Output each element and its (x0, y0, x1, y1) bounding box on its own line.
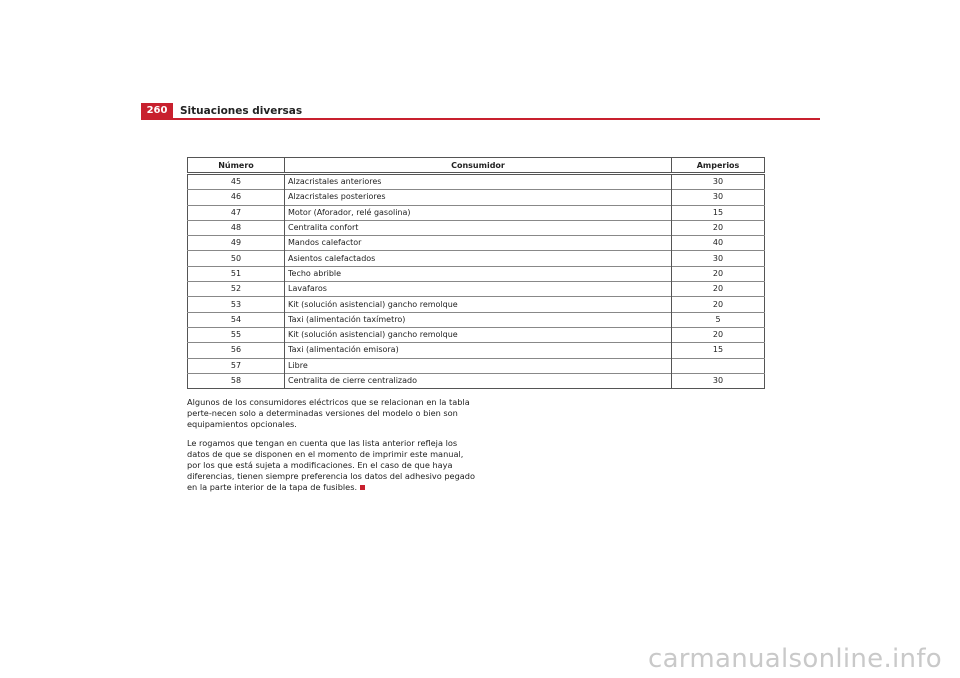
watermark: carmanualsonline.info (647, 644, 942, 674)
fuse-number-cell: 51 (188, 266, 285, 281)
fuse-number-cell: 57 (188, 358, 285, 373)
end-of-section-icon (360, 485, 365, 490)
consumer-cell: Motor (Aforador, relé gasolina) (285, 205, 672, 220)
consumer-cell: Alzacristales anteriores (285, 174, 672, 190)
amperes-cell: 15 (672, 205, 765, 220)
fuse-number-cell: 50 (188, 251, 285, 266)
table-row (188, 327, 765, 342)
table-row (188, 190, 765, 205)
fuse-number-cell: 53 (188, 297, 285, 312)
amperes-cell: 30 (672, 251, 765, 266)
table-row (188, 251, 765, 266)
fuse-number-cell: 48 (188, 220, 285, 235)
column-header-consumer: Consumidor (285, 158, 672, 174)
consumer-cell: Mandos calefactor (285, 236, 672, 251)
amperes-cell: 40 (672, 236, 765, 251)
amperes-cell: 20 (672, 282, 765, 297)
table-row (188, 236, 765, 251)
note-paragraph (187, 438, 477, 494)
consumer-cell: Kit (solución asistencial) gancho remolque (285, 297, 672, 312)
amperes-cell: 20 (672, 297, 765, 312)
consumer-cell: Taxi (alimentación taxímetro) (285, 312, 672, 327)
table-row (188, 174, 765, 190)
consumer-cell: Asientos calefactados (285, 251, 672, 266)
fuse-number-cell: 58 (188, 373, 285, 388)
table-row (188, 312, 765, 327)
table-row (188, 297, 765, 312)
fuse-number-cell: 54 (188, 312, 285, 327)
amperes-cell: 5 (672, 312, 765, 327)
table-row (188, 282, 765, 297)
column-header-amperes: Amperios (672, 158, 765, 174)
fuse-number-cell: 46 (188, 190, 285, 205)
fuse-number-cell: 56 (188, 343, 285, 358)
amperes-cell: 20 (672, 266, 765, 281)
header-divider (141, 118, 820, 120)
table-header-row (188, 158, 765, 174)
consumer-cell: Taxi (alimentación emisora) (285, 343, 672, 358)
consumer-cell: Kit (solución asistencial) gancho remolque (285, 327, 672, 342)
note-text: Le rogamos que tengan en cuenta que las lista anterior refleja los datos de que se disponen en el momento de imprimir este manual, por los que está sujeta a modificaciones. En el caso de que haya diferencias, tienen siempre preferencia los datos del adhesivo pegado en la parte interior de la tapa de fusibles. (187, 437, 475, 493)
table-row (188, 205, 765, 220)
amperes-cell: 30 (672, 174, 765, 190)
amperes-cell: 30 (672, 373, 765, 388)
consumer-cell: Lavafaros (285, 282, 672, 297)
amperes-cell: 20 (672, 327, 765, 342)
consumer-cell: Libre (285, 358, 672, 373)
fuse-number-cell: 52 (188, 282, 285, 297)
body-text (187, 397, 477, 501)
column-header-number: Número (188, 158, 285, 174)
amperes-cell: 30 (672, 190, 765, 205)
table-row (188, 220, 765, 235)
fuse-table (187, 157, 765, 389)
consumer-cell: Alzacristales posteriores (285, 190, 672, 205)
section-title: Situaciones diversas (180, 105, 303, 117)
note-paragraph: Algunos de los consumidores eléctricos que se relacionan en la tabla perte-necen solo a determinadas versiones del modelo o bien son equipamientos opcionales. (187, 397, 470, 430)
fuse-number-cell: 49 (188, 236, 285, 251)
table-row (188, 373, 765, 388)
amperes-cell (672, 358, 765, 373)
consumer-cell: Centralita confort (285, 220, 672, 235)
table-row (188, 358, 765, 373)
page-number: 260 (141, 103, 173, 118)
fuse-number-cell: 55 (188, 327, 285, 342)
consumer-cell: Centralita de cierre centralizado (285, 373, 672, 388)
table-row (188, 266, 765, 281)
amperes-cell: 20 (672, 220, 765, 235)
fuse-number-cell: 45 (230, 177, 242, 187)
table-row (188, 343, 765, 358)
fuse-number-cell: 47 (188, 205, 285, 220)
consumer-cell: Techo abrible (285, 266, 672, 281)
amperes-cell: 15 (672, 343, 765, 358)
